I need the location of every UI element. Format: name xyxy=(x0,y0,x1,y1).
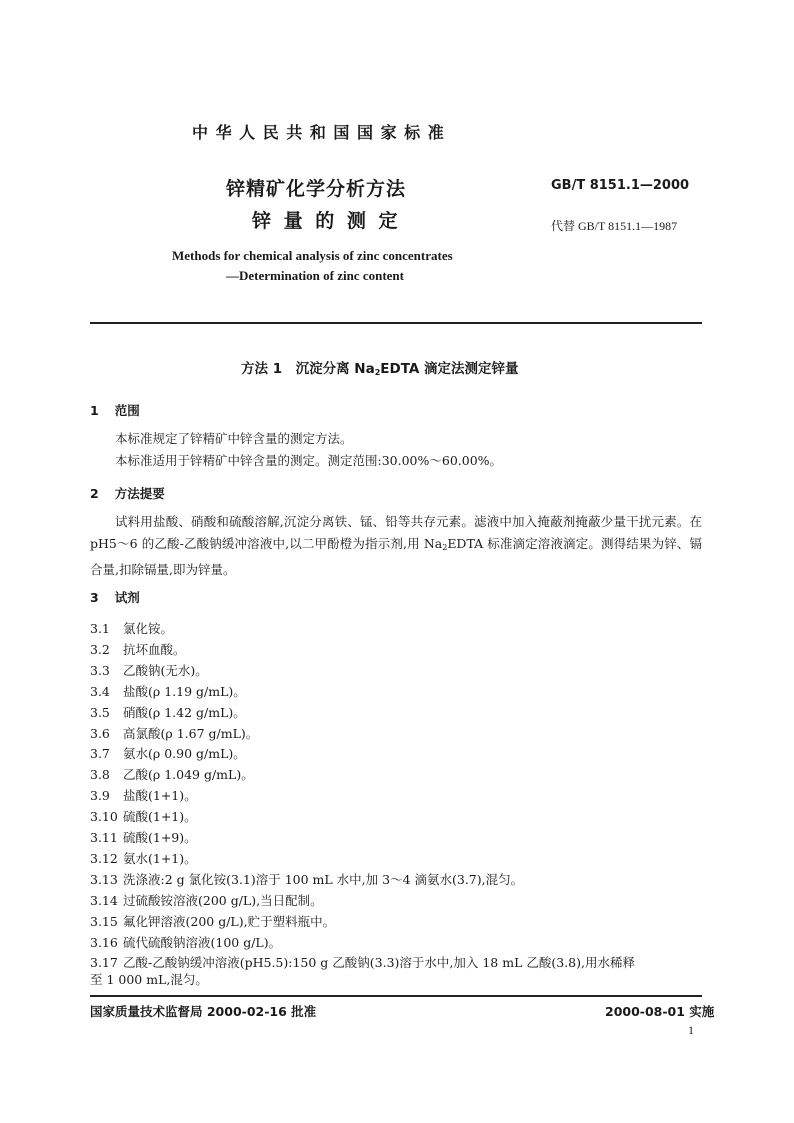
reagent-item-number: 3.16 xyxy=(90,934,118,950)
reagent-item-number: 3.10 xyxy=(90,809,118,825)
reagent-item-text: 高氯酸(ρ 1.67 g/mL)。 xyxy=(123,725,259,741)
section-1-number: 1 xyxy=(90,403,99,418)
reagent-item-number: 3.5 xyxy=(90,704,110,720)
method-title xyxy=(241,357,519,377)
header-divider xyxy=(90,322,702,324)
section-2-text-part1: 试料用盐酸、硝酸和硫酸溶解,沉淀分离铁、锰、铅等共存元素。滤液中加入掩蔽剂掩蔽少量干扰元素。在 pH5～6 的乙酸-乙酸钠缓冲溶液中,以二甲酚橙为指示剂,用 Na xyxy=(90,514,702,551)
reagent-item xyxy=(90,891,323,909)
section-3-heading xyxy=(90,588,140,606)
reagent-item-number: 3.14 xyxy=(90,892,118,908)
reagent-item xyxy=(90,933,281,951)
reagent-item-text: 硫代硫酸钠溶液(100 g/L)。 xyxy=(123,934,282,950)
reagent-item-number: 3.6 xyxy=(90,725,110,741)
section-1-paragraph-2: 本标准适用于锌精矿中锌含量的测定。测定范围:30.00%～60.00%。 xyxy=(115,453,503,468)
section-2-subscript: 2 xyxy=(442,543,448,552)
reagent-item-number: 3.13 xyxy=(90,871,118,887)
reagent-item-text: 过硫酸铵溶液(200 g/L),当日配制。 xyxy=(123,892,323,908)
effective-date: 2000-08-01 实施 xyxy=(605,1004,715,1019)
reagent-item-text: 硫酸(1+9)。 xyxy=(123,830,197,845)
english-title-line2: —Determination of zinc content xyxy=(226,268,404,283)
reagent-item-number: 3.7 xyxy=(90,746,110,762)
document-title-line1: 锌精矿化学分析方法 xyxy=(226,178,407,200)
reagent-item-text: 氟化钾溶液(200 g/L),贮于塑料瓶中。 xyxy=(123,913,336,929)
reagent-item-number: 3.15 xyxy=(90,913,118,929)
section-3-number: 3 xyxy=(90,590,99,605)
reagent-item-text: 氯化铵。 xyxy=(123,621,174,636)
reagent-item xyxy=(90,744,246,762)
method-title-suffix: EDTA 滴定法测定锌量 xyxy=(380,361,519,377)
reagent-item-number: 3.9 xyxy=(90,788,110,804)
reagent-item-text: 抗坏血酸。 xyxy=(123,641,186,657)
reagent-item-text: 氨水(1+1)。 xyxy=(123,850,197,866)
section-1-heading xyxy=(90,401,140,419)
standard-number: GB/T 8151.1—2000 xyxy=(551,178,690,193)
reagent-item xyxy=(90,953,635,971)
reagent-item xyxy=(90,870,523,888)
approval-info: 国家质量技术监督局 2000-02-16 批准 xyxy=(90,1004,317,1019)
section-2-title: 方法提要 xyxy=(114,486,165,501)
issuing-authority-title: 中 华 人 民 共 和 国 国 家 标 准 xyxy=(192,123,445,142)
english-title-line1: Methods for chemical analysis of zinc concentrates xyxy=(172,248,453,263)
reagent-item-number: 3.2 xyxy=(90,641,110,657)
reagent-item-number: 3.8 xyxy=(90,767,110,783)
reagent-item-3-17-continuation: 至 1 000 mL,混匀。 xyxy=(90,972,208,987)
reagent-item-text: 盐酸(ρ 1.19 g/mL)。 xyxy=(123,683,246,699)
replaces-standard: 代替 GB/T 8151.1—1987 xyxy=(551,219,678,233)
reagent-item xyxy=(90,912,335,930)
method-title-prefix: 方法 1 沉淀分离 Na xyxy=(241,361,375,377)
reagent-item xyxy=(90,703,246,721)
section-2-paragraph xyxy=(90,511,702,581)
reagent-item-number: 3.17 xyxy=(90,955,118,971)
reagent-item xyxy=(90,661,208,679)
reagent-item-text: 洗涤液:2 g 氯化铵(3.1)溶于 100 mL 水中,加 3～4 滴氨水(3.7),混匀。 xyxy=(123,871,524,887)
reagent-item-text: 硫酸(1+1)。 xyxy=(123,809,197,825)
document-title-line2: 锌 量 的 测 定 xyxy=(252,210,401,232)
reagent-item xyxy=(90,828,197,846)
reagent-item xyxy=(90,619,173,637)
reagent-item-number: 3.3 xyxy=(90,662,110,678)
reagent-item-text: 乙酸钠(无水)。 xyxy=(123,662,208,678)
section-1-title: 范围 xyxy=(114,403,140,418)
reagent-item xyxy=(90,849,197,867)
reagent-item xyxy=(90,724,258,742)
reagent-item-number: 3.4 xyxy=(90,683,110,699)
reagent-item-text: 硝酸(ρ 1.42 g/mL)。 xyxy=(123,704,246,720)
reagent-item xyxy=(90,640,186,658)
section-3-title: 试剂 xyxy=(114,590,140,605)
reagent-item-number: 3.11 xyxy=(90,830,118,845)
method-title-subscript: 2 xyxy=(374,368,381,377)
section-2-number: 2 xyxy=(90,486,99,501)
section-2-text-part2: EDTA 标准滴定溶液滴定。测得结果为锌、镉合量,扣除镉量,即为锌量。 xyxy=(90,536,702,577)
reagent-item-text: 乙酸-乙酸钠缓冲溶液(pH5.5):150 g 乙酸钠(3.3)溶于水中,加入 18 mL 乙酸(3.8),用水稀释 xyxy=(123,955,635,971)
reagent-item-number: 3.12 xyxy=(90,850,118,866)
reagent-item xyxy=(90,786,197,804)
footer-divider xyxy=(90,995,702,997)
reagent-item xyxy=(90,807,197,825)
reagent-item-text: 盐酸(1+1)。 xyxy=(123,788,197,804)
reagent-item xyxy=(90,682,246,700)
reagent-item-text: 氨水(ρ 0.90 g/mL)。 xyxy=(123,746,246,762)
reagent-item xyxy=(90,765,254,783)
reagent-item-text: 乙酸(ρ 1.049 g/mL)。 xyxy=(123,767,254,783)
section-1-paragraph-1: 本标准规定了锌精矿中锌含量的测定方法。 xyxy=(115,431,353,446)
section-2-heading xyxy=(90,484,165,502)
reagent-item-number: 3.1 xyxy=(90,621,110,636)
page-number: 1 xyxy=(688,1023,694,1037)
